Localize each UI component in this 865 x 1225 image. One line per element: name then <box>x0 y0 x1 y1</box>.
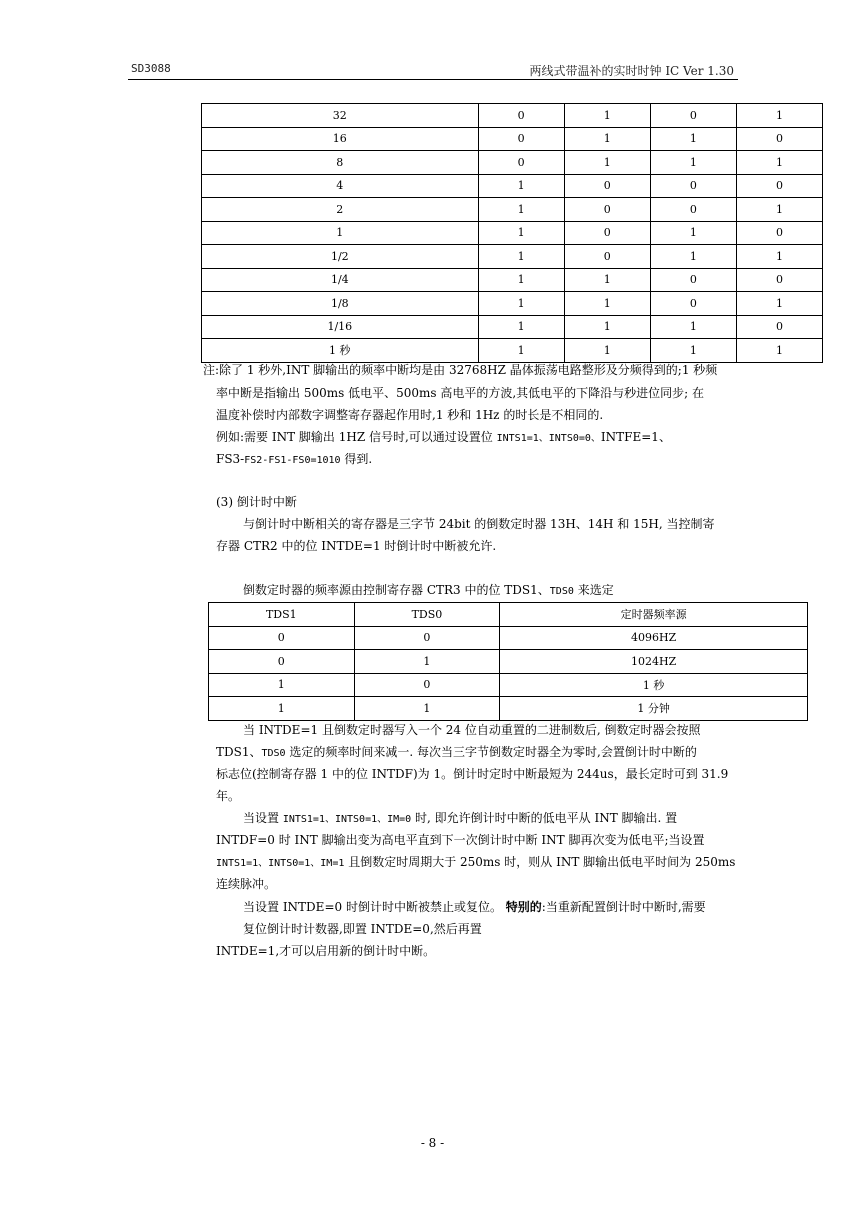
table-cell: 1 <box>478 245 564 269</box>
table-cell: 0 <box>209 650 355 674</box>
table-cell: 4096HZ <box>500 626 808 650</box>
table-cell: 0 <box>736 315 822 339</box>
table-cell: 0 <box>736 268 822 292</box>
para1-line-3: 标志位(控制寄存器 1 中的位 INTDF)为 1。倒计时定时中断最短为 244us，最长定时可到 31.9 <box>216 767 729 781</box>
table-cell: 1 <box>564 292 650 316</box>
frequency-table <box>201 103 823 363</box>
table-cell: 1 <box>650 127 736 151</box>
table-cell: 0 <box>478 104 564 128</box>
para1-line-2-a: TDS1、 <box>216 745 262 759</box>
para2-line-2: INTDF=0 时 INT 脚输出变为高电平直到下一次倒计时中断 INT 脚再次变为低电平;当设置 <box>216 833 705 847</box>
section-3-p1: 与倒计时中断相关的寄存器是三字节 24bit 的倒数定时器 13H、14H 和 15H, 当控制寄 <box>243 517 715 531</box>
table-cell: 1 <box>478 174 564 198</box>
table-cell: 1 <box>736 198 822 222</box>
table-cell: 0 <box>564 174 650 198</box>
table-cell: 8 <box>202 151 479 175</box>
table-row <box>209 697 808 721</box>
table-cell: 1 <box>478 315 564 339</box>
table-row <box>202 221 823 245</box>
table-cell: 1/4 <box>202 268 479 292</box>
table-cell: 0 <box>478 127 564 151</box>
para2-line-4: 连续脉冲。 <box>216 877 277 891</box>
table-cell: 1 <box>564 104 650 128</box>
section-3-p3-b: TDS0 <box>549 586 574 597</box>
table-cell: 1 <box>202 221 479 245</box>
tds-table <box>208 602 808 721</box>
para3-line-1-a: 当设置 INTDE=0 时倒计时中断被禁止或复位。 <box>243 900 506 914</box>
table-cell: 0 <box>650 174 736 198</box>
table-row <box>202 151 823 175</box>
page-number: - 8 - <box>420 1136 445 1150</box>
para2-line-3-a: INTS1=1、INTS0=1、IM=1 <box>216 858 345 869</box>
table-cell: 0 <box>650 198 736 222</box>
table-cell: 1 <box>650 221 736 245</box>
table-cell: 0 <box>354 626 500 650</box>
table-cell: 0 <box>650 268 736 292</box>
table-cell: 1 <box>564 127 650 151</box>
table-cell: 1 <box>650 245 736 269</box>
note-line-5-a: FS3- <box>216 452 245 466</box>
para3-line-1-b: 特别的 <box>505 900 542 914</box>
para3-line-1-c: :当重新配置倒计时中断时,需要 <box>541 900 706 914</box>
para3-line-2: 复位倒计时计数器,即置 INTDE=0,然后再置 <box>243 922 482 936</box>
table-row <box>202 104 823 128</box>
table-cell: 0 <box>736 174 822 198</box>
table-row <box>202 268 823 292</box>
note-line-4 <box>216 427 671 449</box>
para1-line-2-b: TDS0 <box>261 748 286 759</box>
table-cell: 0 <box>736 221 822 245</box>
table-cell: 1 <box>736 292 822 316</box>
table-cell: 1 <box>478 268 564 292</box>
note-line-2: 率中断是指输出 500ms 低电平、500ms 高电平的方波,其低电平的下降沿与秒进位同步; 在 <box>216 386 705 400</box>
note-line-4-b: INTS1=1、INTS0=0、 <box>496 433 601 444</box>
table-cell: 1/2 <box>202 245 479 269</box>
table-cell: 1 <box>209 673 355 697</box>
table-cell: 1 <box>478 339 564 363</box>
table-cell: 1 <box>564 315 650 339</box>
header-rule <box>128 79 738 80</box>
table-cell: 1 <box>354 650 500 674</box>
table-cell: 1 <box>650 151 736 175</box>
table-cell: 1 <box>478 221 564 245</box>
table-cell: 0 <box>209 626 355 650</box>
table-header-cell: 定时器频率源 <box>500 603 808 627</box>
table-cell: 0 <box>478 151 564 175</box>
note-line-1: 注:除了 1 秒外,INT 脚输出的频率中断均是由 32768HZ 晶体振荡电路整形及分频得到的;1 秒频 <box>203 363 718 377</box>
section-3-heading: (3) 倒计时中断 <box>216 495 297 509</box>
table-cell: 0 <box>564 198 650 222</box>
note-line-4-c: INTFE=1、 <box>600 430 671 444</box>
table-row <box>209 626 808 650</box>
table-header-cell: TDS1 <box>209 603 355 627</box>
table-cell: 1/16 <box>202 315 479 339</box>
section-3-p2: 存器 CTR2 中的位 INTDE=1 时倒计时中断被允许. <box>216 539 497 553</box>
note-line-5-c: 得到. <box>340 452 373 466</box>
section-3-p3-c: 来选定 <box>573 583 614 597</box>
table-row <box>202 198 823 222</box>
section-3-p3 <box>243 580 614 602</box>
table-row <box>209 673 808 697</box>
table-cell: 1/8 <box>202 292 479 316</box>
table-cell: 0 <box>354 673 500 697</box>
section-3-p3-a: 倒数定时器的频率源由控制寄存器 CTR3 中的位 TDS1、 <box>243 583 550 597</box>
table-cell: 1 <box>564 268 650 292</box>
table-row <box>202 292 823 316</box>
para2-line-1-b: INTS1=1、INTS0=1、IM=0 <box>282 814 412 825</box>
table-header-cell: TDS0 <box>354 603 500 627</box>
note-line-3: 温度补偿时内部数字调整寄存器起作用时,1 秒和 1Hz 的时长是不相同的. <box>216 408 604 422</box>
table-row <box>202 174 823 198</box>
para1-line-2-c: 选定的频率时间来减一. 每次当三字节倒数定时器全为零时,会置倒计时中断的 <box>285 745 697 759</box>
table-cell: 1 <box>736 339 822 363</box>
table-cell: 0 <box>564 221 650 245</box>
table-row <box>209 650 808 674</box>
para3-line-3: INTDE=1,才可以启用新的倒计时中断。 <box>216 944 436 958</box>
table-row <box>202 339 823 363</box>
table-cell: 4 <box>202 174 479 198</box>
table-cell: 1 <box>354 697 500 721</box>
para2-line-1-c: 时, 即允许倒计时中断的低电平从 INT 脚输出. 置 <box>411 811 678 825</box>
table-cell: 1 秒 <box>202 339 479 363</box>
table-cell: 1 <box>564 339 650 363</box>
table-cell: 1 <box>564 151 650 175</box>
table-cell: 2 <box>202 198 479 222</box>
header-right: 两线式带温补的实时时钟 IC Ver 1.30 <box>529 64 734 78</box>
table-cell: 1024HZ <box>500 650 808 674</box>
table-cell: 1 <box>478 198 564 222</box>
para2-line-3 <box>216 852 735 874</box>
table-cell: 1 <box>736 151 822 175</box>
table-cell: 1 分钟 <box>500 697 808 721</box>
table-cell: 0 <box>564 245 650 269</box>
para3-line-1 <box>243 897 706 917</box>
note-line-5-b: FS2-FS1-FS0=1010 <box>244 455 341 466</box>
table-header-row <box>209 603 808 627</box>
para1-line-1: 当 INTDE=1 且倒数定时器写入一个 24 位自动重置的二进制数后, 倒数定时器会按照 <box>243 723 701 737</box>
table-cell: 1 秒 <box>500 673 808 697</box>
table-cell: 1 <box>650 315 736 339</box>
table-row <box>202 315 823 339</box>
table-row <box>202 127 823 151</box>
table-cell: 1 <box>209 697 355 721</box>
table-cell: 1 <box>736 245 822 269</box>
table-cell: 0 <box>650 104 736 128</box>
para2-line-1-a: 当设置 <box>243 811 283 825</box>
table-cell: 1 <box>736 104 822 128</box>
note-line-5 <box>216 449 372 471</box>
table-cell: 0 <box>736 127 822 151</box>
table-cell: 1 <box>650 339 736 363</box>
table-cell: 1 <box>478 292 564 316</box>
note-line-4-a: 例如:需要 INT 脚输出 1HZ 信号时,可以通过设置位 <box>216 430 497 444</box>
table-cell: 16 <box>202 127 479 151</box>
table-cell: 32 <box>202 104 479 128</box>
para1-line-2 <box>216 742 697 764</box>
para2-line-1 <box>243 808 677 830</box>
para1-line-4: 年。 <box>216 789 241 803</box>
table-row <box>202 245 823 269</box>
para2-line-3-b: 且倒数定时周期大于 250ms 时，则从 INT 脚输出低电平时间为 250ms <box>344 855 736 869</box>
table-cell: 0 <box>650 292 736 316</box>
header-left: SD3088 <box>131 62 171 75</box>
